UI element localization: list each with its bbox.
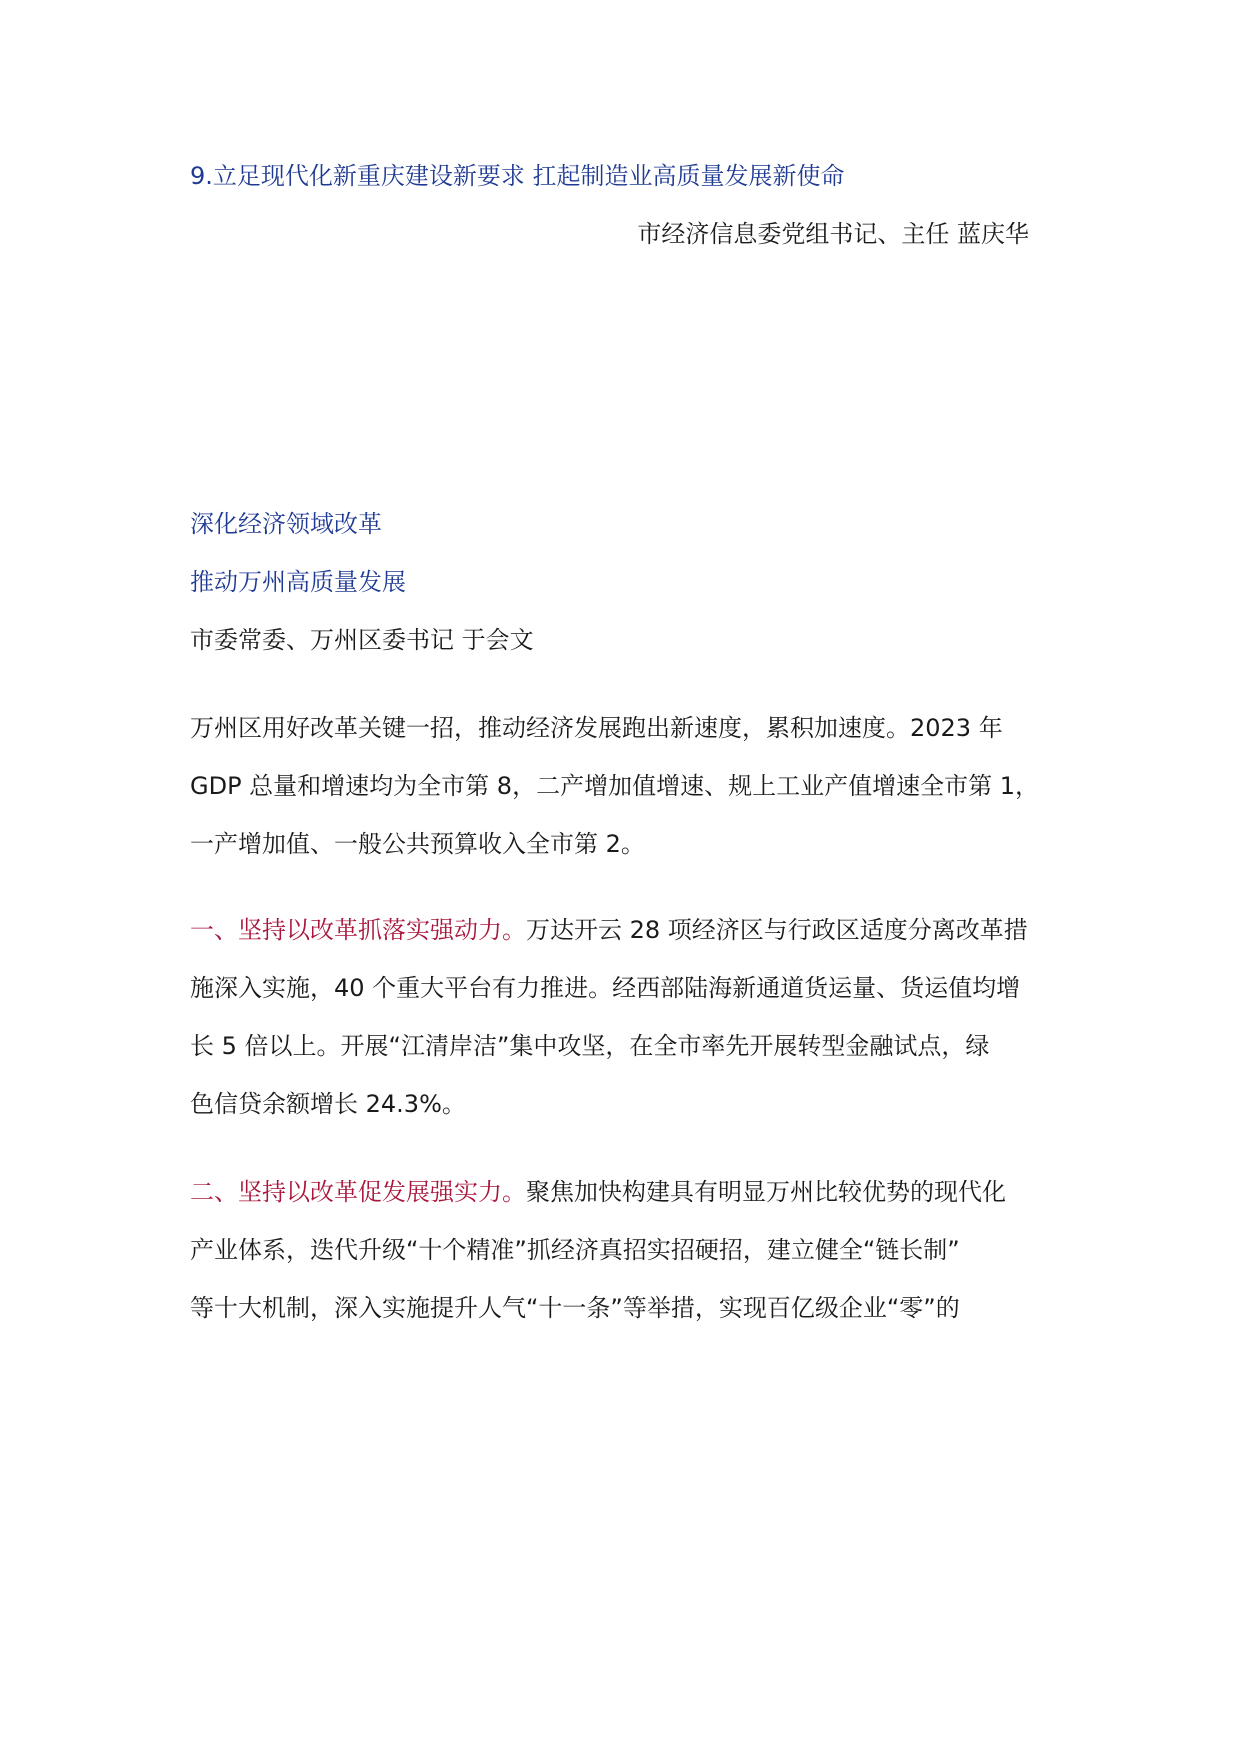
article2-title-line2: 推动万州高质量发展 xyxy=(190,568,406,596)
point1-line: 长 5 倍以上。开展“江清岸洁”集中攻坚，在全市率先开展转型金融试点，绿 xyxy=(190,1032,990,1060)
point1-text: 万达开云 28 项经济区与行政区适度分离改革措 xyxy=(526,916,1028,944)
point1-heading: 一、坚持以改革抓落实强动力。 xyxy=(190,916,526,944)
intro-line: 一产增加值、一般公共预算收入全市第 2。 xyxy=(190,830,645,858)
point2-text: 聚焦加快构建具有明显万州比较优势的现代化 xyxy=(526,1178,1006,1206)
point2-line: 产业体系，迭代升级“十个精准”抓经济真招实招硬招，建立健全“链长制” xyxy=(190,1236,960,1264)
point2-line: 等十大机制，深入实施提升人气“十一条”等举措，实现百亿级企业“零”的 xyxy=(190,1294,960,1322)
article1-byline: 市经济信息委党组书记、主任 蓝庆华 xyxy=(637,220,1029,248)
point1-first-line xyxy=(190,912,1028,948)
point2-heading: 二、坚持以改革促发展强实力。 xyxy=(190,1178,526,1206)
article2-title-line1: 深化经济领域改革 xyxy=(190,510,382,538)
point1-line: 施深入实施，40 个重大平台有力推进。经西部陆海新通道货运量、货运值均增 xyxy=(190,974,1021,1002)
article2-byline: 市委常委、万州区委书记 于会文 xyxy=(190,626,534,654)
intro-line: GDP 总量和增速均为全市第 8，二产增加值增速、规上工业产值增速全市第 1， xyxy=(190,772,1039,800)
point1-line: 色信贷余额增长 24.3%。 xyxy=(190,1090,466,1118)
intro-line: 万州区用好改革关键一招，推动经济发展跑出新速度，累积加速度。2023 年 xyxy=(190,714,1003,742)
point2-first-line xyxy=(190,1174,1006,1210)
article1-title: 9.立足现代化新重庆建设新要求 扛起制造业高质量发展新使命 xyxy=(190,162,845,190)
